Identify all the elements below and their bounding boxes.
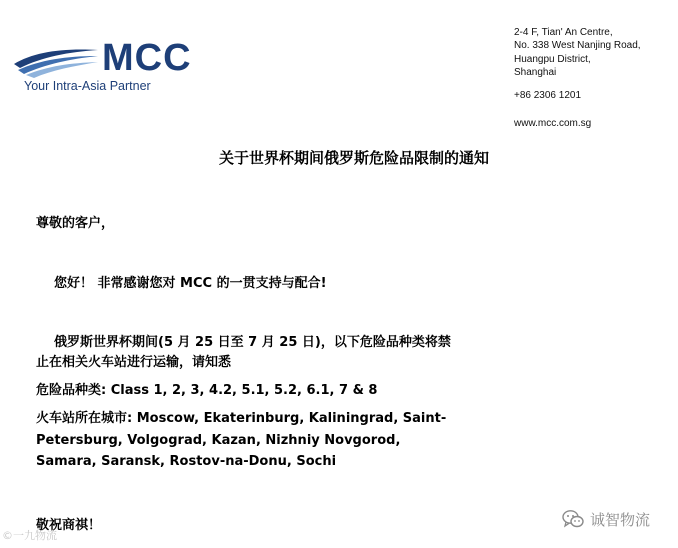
address-line: Shanghai: [514, 66, 557, 78]
thanks-line: 您好！ 非常感谢您对 MCC 的一贯支持与配合!: [54, 276, 327, 291]
greeting: 尊敬的客户，: [36, 216, 115, 231]
logo-wordmark: MCC: [102, 37, 192, 79]
logo-tagline: Your Intra-Asia Partner: [24, 79, 151, 93]
mcc-logo: [12, 37, 192, 93]
watermark-right: [562, 506, 650, 532]
closing-line: 敬祝商祺！: [36, 518, 102, 533]
cities-line-2: Petersburg, Volgograd, Kazan, Nizhniy Novgorod,: [36, 433, 401, 448]
watermark-left: ©一九物流: [2, 529, 57, 542]
notice-line-2: 止在相关火车站进行运输，请知悉: [36, 355, 232, 370]
cities-line-1: 火车站所在城市: Moscow, Ekaterinburg, Kaliningrad, Saint-: [36, 411, 447, 426]
company-address: [514, 26, 674, 129]
website-link[interactable]: www.mcc.com.sg: [514, 118, 592, 129]
letter-title: 关于世界杯期间俄罗斯危险品限制的通知: [218, 149, 489, 167]
notice-line-1: 俄罗斯世界杯期间(5 月 25 日至 7 月 25 日)，以下危险品种类将禁: [54, 335, 451, 350]
cities-line-3: Samara, Saransk, Rostov-na-Donu, Sochi: [36, 454, 337, 469]
address-line: No. 338 West Nanjing Road,: [514, 40, 641, 52]
dangerous-goods-classes: 危险品种类: Class 1, 2, 3, 4.2, 5.1, 5.2, 6.1, 7 & 8: [36, 383, 378, 398]
phone-number: +86 2306 1201: [514, 90, 582, 101]
address-line: 2-4 F, Tian' An Centre,: [514, 27, 613, 38]
logo-wave-icon: [12, 44, 100, 78]
watermark-right-text: 诚智物流: [590, 510, 651, 529]
address-line: Huangpu District,: [514, 53, 591, 65]
wechat-icon: [562, 509, 584, 529]
